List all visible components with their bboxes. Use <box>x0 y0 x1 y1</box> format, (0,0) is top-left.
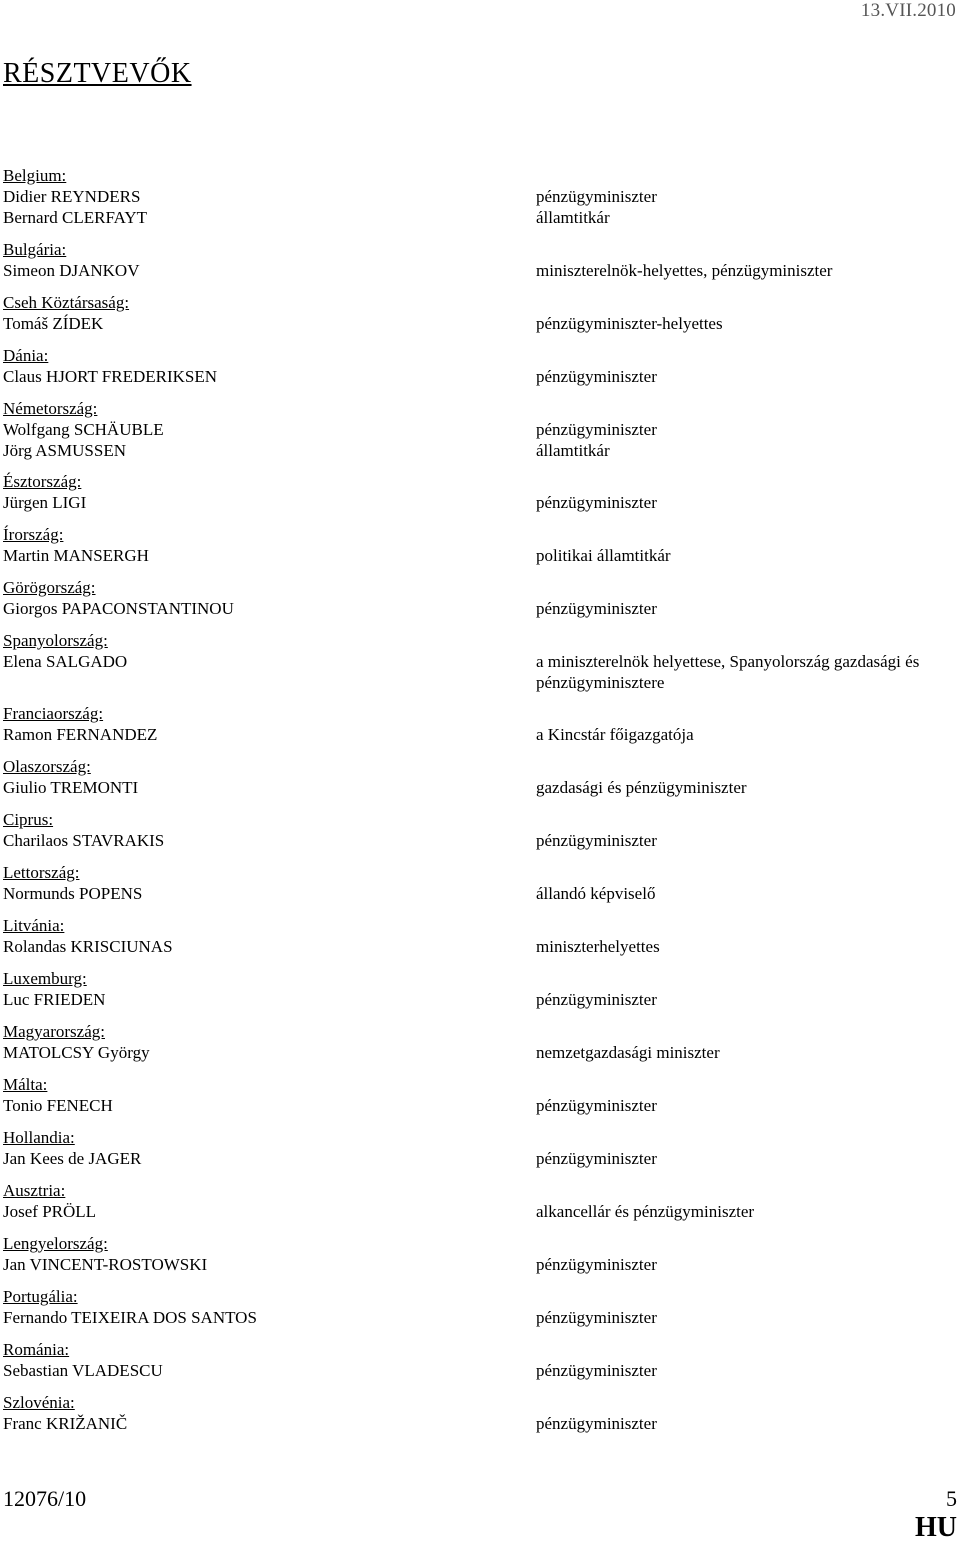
participant-name: Elena SALGADO <box>3 652 128 671</box>
participant-name: Martin MANSERGH <box>3 546 149 565</box>
participant-role: pénzügyminiszter <box>536 367 657 386</box>
participant-role: politikai államtitkár <box>536 546 671 565</box>
participant-name: Jörg ASMUSSEN <box>3 441 126 460</box>
country-label: Észtország: <box>3 472 82 491</box>
participant-role: pénzügyminiszter <box>536 420 657 439</box>
page-title: RÉSZTVEVŐK <box>3 58 192 89</box>
country-label: Görögország: <box>3 578 96 597</box>
participant-name: MATOLCSY György <box>3 1043 150 1062</box>
country-label: Dánia: <box>3 346 49 365</box>
participant-role: pénzügyminiszter <box>536 1096 657 1115</box>
participant-role: államtitkár <box>536 441 610 460</box>
country-label: Belgium: <box>3 166 67 185</box>
country-label: Bulgária: <box>3 240 67 259</box>
participant-role: pénzügyminiszter <box>536 831 657 850</box>
document-number: 12076/10 <box>3 1486 87 1511</box>
participant-role: pénzügyminiszter <box>536 1255 657 1274</box>
participant-role: pénzügyminiszter <box>536 1149 657 1168</box>
country-label: Németország: <box>3 399 98 418</box>
participant-role: pénzügyminiszter-helyettes <box>536 314 723 333</box>
country-label: Olaszország: <box>3 757 91 776</box>
participant-name: Claus HJORT FREDERIKSEN <box>3 367 218 386</box>
participant-name: Giulio TREMONTI <box>3 778 139 797</box>
country-label: Ausztria: <box>3 1181 66 1200</box>
participant-role: miniszterelnök-helyettes, pénzügyminiszter <box>536 261 833 280</box>
country-label: Lettország: <box>3 863 80 882</box>
participant-role: a Kincstár főigazgatója <box>536 725 694 744</box>
page-number: 5 <box>946 1486 957 1511</box>
participant-name: Charilaos STAVRAKIS <box>3 831 165 850</box>
country-label: Cseh Köztársaság: <box>3 293 130 312</box>
document-date: 13.VII.2010 <box>860 0 956 21</box>
participant-role: gazdasági és pénzügyminiszter <box>536 778 747 797</box>
participant-role: pénzügyminiszter <box>536 990 657 1009</box>
country-label: Málta: <box>3 1075 48 1094</box>
country-label: Magyarország: <box>3 1022 105 1041</box>
country-label: Írország: <box>3 525 64 544</box>
participant-role: állandó képviselő <box>536 884 656 903</box>
country-label: Románia: <box>3 1340 70 1359</box>
participant-role: a miniszterelnök helyettese, Spanyolország gazdasági és <box>536 652 920 671</box>
participant-name: Giorgos PAPACONSTANTINOU <box>3 599 234 618</box>
country-label: Luxemburg: <box>3 969 87 988</box>
participant-name: Tonio FENECH <box>3 1096 113 1115</box>
participant-name: Fernando TEIXEIRA DOS SANTOS <box>3 1308 257 1327</box>
country-label: Portugália: <box>3 1287 78 1306</box>
participant-name: Ramon FERNANDEZ <box>3 725 158 744</box>
participant-name: Rolandas KRISCIUNAS <box>3 937 173 956</box>
participant-name: Jan Kees de JAGER <box>3 1149 142 1168</box>
country-label: Franciaország: <box>3 704 104 723</box>
country-label: Spanyolország: <box>3 631 108 650</box>
participant-name: Jürgen LIGI <box>3 493 87 512</box>
participant-role: pénzügyminiszter <box>536 493 657 512</box>
participant-name: Sebastian VLADESCU <box>3 1361 163 1380</box>
country-label: Litvánia: <box>3 916 65 935</box>
participant-name: Bernard CLERFAYT <box>3 208 148 227</box>
country-label: Lengyelország: <box>3 1234 108 1253</box>
participant-role: alkancellár és pénzügyminiszter <box>536 1202 755 1221</box>
country-label: Hollandia: <box>3 1128 75 1147</box>
participant-role: miniszterhelyettes <box>536 937 660 956</box>
language-code: HU <box>915 1512 957 1543</box>
participant-role: államtitkár <box>536 208 610 227</box>
country-label: Szlovénia: <box>3 1393 75 1412</box>
participant-role: pénzügyminiszter <box>536 187 657 206</box>
participant-name: Jan VINCENT-ROSTOWSKI <box>3 1255 208 1274</box>
participant-name: Luc FRIEDEN <box>3 990 106 1009</box>
participant-role: pénzügyminiszter <box>536 1361 657 1380</box>
participant-name: Normunds POPENS <box>3 884 143 903</box>
participant-role: nemzetgazdasági miniszter <box>536 1043 720 1062</box>
country-label: Ciprus: <box>3 810 54 829</box>
participant-role-continued: pénzügyminisztere <box>536 673 665 692</box>
participant-role: pénzügyminiszter <box>536 599 657 618</box>
participant-role: pénzügyminiszter <box>536 1414 657 1433</box>
participant-role: pénzügyminiszter <box>536 1308 657 1327</box>
participant-name: Josef PRÖLL <box>3 1202 97 1221</box>
participant-name: Simeon DJANKOV <box>3 261 140 280</box>
participant-name: Franc KRIŽANIČ <box>3 1414 128 1433</box>
participant-name: Wolfgang SCHÄUBLE <box>3 420 164 439</box>
participant-name: Didier REYNDERS <box>3 187 141 206</box>
participant-name: Tomáš ZÍDEK <box>3 314 104 333</box>
